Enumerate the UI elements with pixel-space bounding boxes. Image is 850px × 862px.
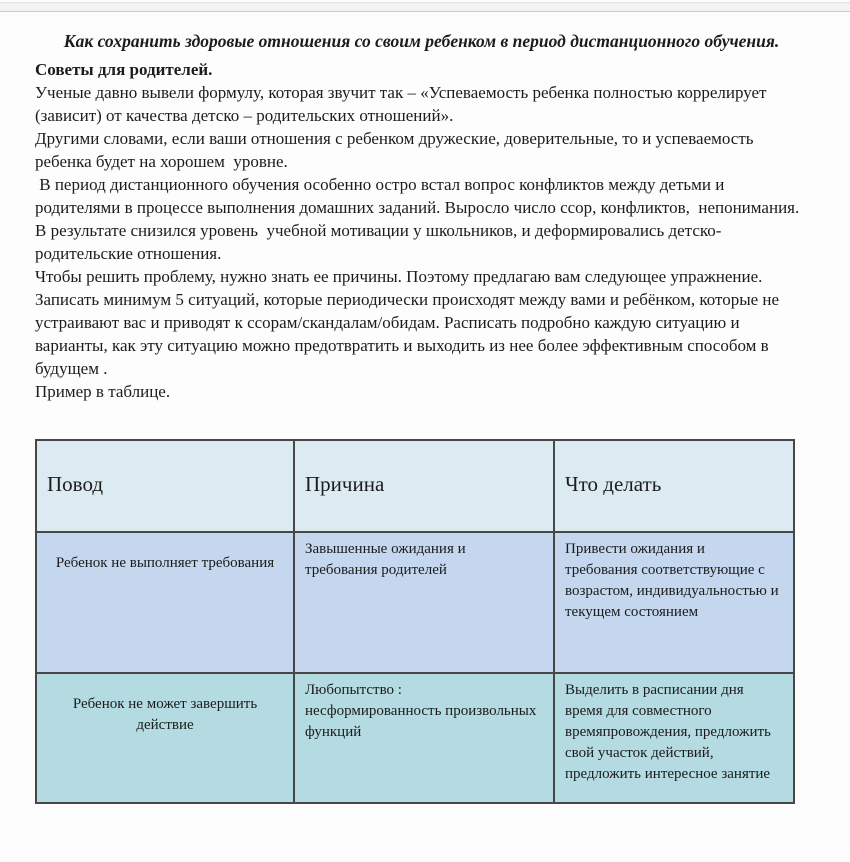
section-heading: Советы для родителей. (35, 60, 213, 79)
table-cell-prichina: Завышенные ожидания и требования родителей (294, 532, 554, 673)
paragraph-exercise: Записать минимум 5 ситуаций, которые периодически происходят между вами и ребёнком, которые не устраивают вас и приводят к ссорам/скандалам/обидам. Расписать подробно каждую ситуацию и варианты, как эту ситуацию можно предотвратить и выходить из нее более эффективным способом в будущем . (35, 290, 784, 378)
paragraph-friendly-relations: Другими словами, если ваши отношения с ребенком дружеские, доверительные, то и успеваемость ребенка будет на хорошем уровне. (35, 129, 758, 171)
table-header-povod: Повод (36, 440, 294, 532)
table-cell-povod: Ребенок не может завершить действие (36, 673, 294, 803)
paragraph-table-example: Пример в таблице. (35, 382, 171, 401)
table-header-prichina: Причина (294, 440, 554, 532)
page-top-edge (0, 2, 850, 12)
paragraph-solve-problem: Чтобы решить проблему, нужно знать ее причины. Поэтому предлагаю вам следующее упражнение. (35, 267, 763, 286)
table-row (36, 532, 794, 673)
paragraph-formula: Ученые давно вывели формулу, которая звучит так – «Успеваемость ребенка полностью коррелирует (зависит) от качества детско – родительских отношений». (35, 83, 771, 125)
table-cell-prichina: Любопытство : несформированность произвольных функций (294, 673, 554, 803)
table-cell-chto-delat: Привести ожидания и требования соответствующие с возрастом, индивидуальностью и текущем состоянием (554, 532, 794, 673)
table-row (36, 673, 794, 803)
table-cell-povod: Ребенок не выполняет требования (36, 532, 294, 673)
table-header-chto-delat: Что делать (554, 440, 794, 532)
table-header-row (36, 440, 794, 532)
document-title: Как сохранить здоровые отношения со своим ребенком в период дистанционного обучения. (63, 31, 780, 51)
table-cell-chto-delat: Выделить в расписании дня время для совместного времяпровождения, предложить свой участок действий, предложить интересное занятие (554, 673, 794, 803)
document-body (35, 81, 808, 403)
paragraph-distance-learning-conflicts: В период дистанционного обучения особенно остро встал вопрос конфликтов между детьми и родителями в процессе выполнения домашних заданий. Выросло число ссор, конфликтов, непонимания. В результате снизился уровень учебной мотивации у школьников, и деформировались детско-родительские отношения. (35, 175, 808, 263)
situations-table (35, 439, 795, 804)
